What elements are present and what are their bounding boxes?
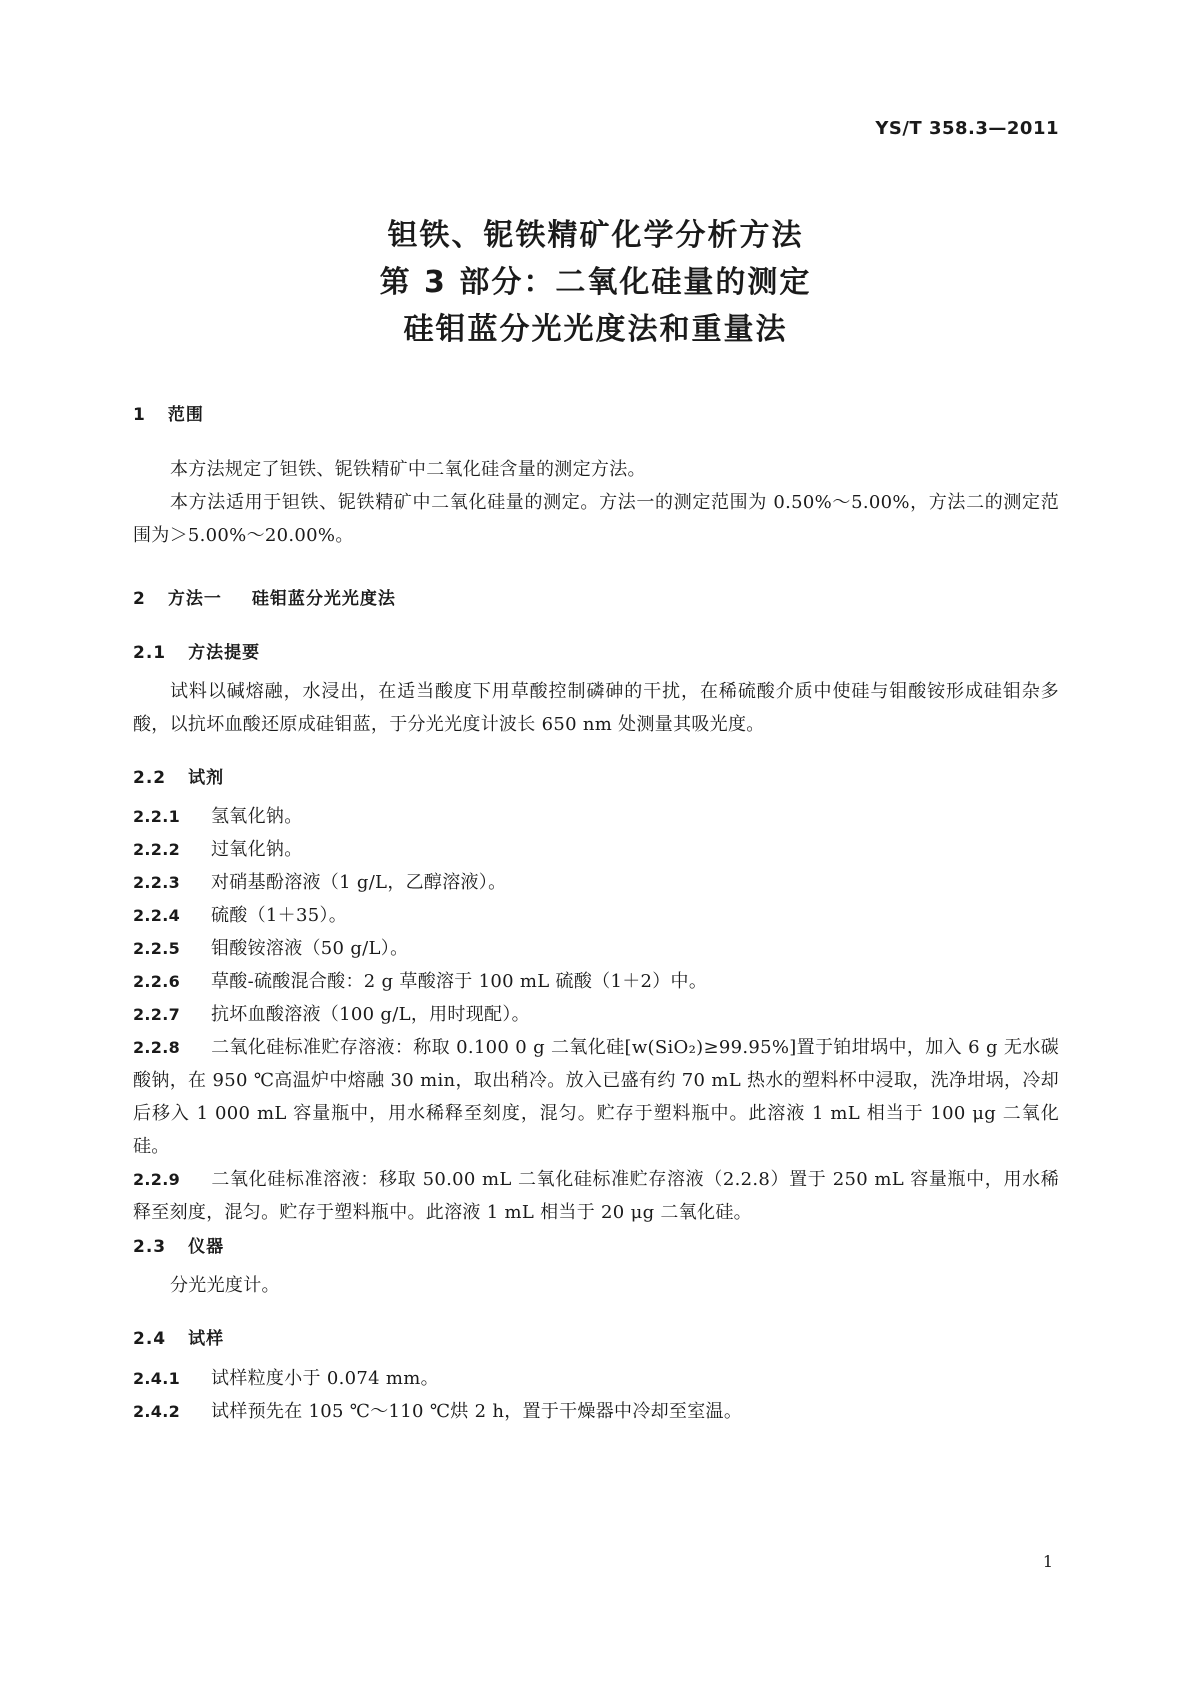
section-number: 2.2 bbox=[133, 768, 167, 788]
section-title: 试剂 bbox=[188, 768, 225, 788]
reagent-item bbox=[133, 833, 1059, 866]
section-number: 2 bbox=[133, 589, 146, 609]
section-title: 范围 bbox=[167, 405, 204, 425]
section-title: 试样 bbox=[188, 1329, 225, 1349]
item-number: 2.2.5 bbox=[133, 939, 181, 958]
item-text: 二氧化硅标准贮存溶液：称取 0.100 0 g 二氧化硅[w(SiO₂)≥99.95%]置于铂坩埚中，加入 6 g 无水碳酸钠，在 950 ℃高温炉中熔融 30 min，取出稍冷。放入已盛有约 70 mL 热水的塑料杯中浸取，洗净坩埚，冷却后移入 1 000 mL 容量瓶中，用水稀释至刻度，混匀。贮存于塑料瓶中。此溶液 1 mL 相当于 100 μg 二氧化硅。 bbox=[133, 1037, 1059, 1157]
item-text: 硫酸（1＋35）。 bbox=[211, 905, 348, 926]
section-1-heading bbox=[133, 400, 204, 425]
title-line-3: 硅钼蓝分光光度法和重量法 bbox=[403, 312, 788, 347]
reagent-item bbox=[133, 932, 1059, 965]
section-2-3-heading bbox=[133, 1232, 224, 1257]
sample-item bbox=[133, 1395, 1059, 1428]
item-number: 2.2.7 bbox=[133, 1005, 181, 1024]
reagent-item bbox=[133, 1031, 1059, 1163]
reagent-item bbox=[133, 965, 1059, 998]
reagent-item bbox=[133, 899, 1059, 932]
section-title: 仪器 bbox=[188, 1237, 225, 1257]
item-number: 2.2.2 bbox=[133, 840, 181, 859]
section-title: 方法提要 bbox=[188, 643, 261, 663]
scope-paragraph-2: 本方法适用于钽铁、铌铁精矿中二氧化硅量的测定。方法一的测定范围为 0.50%～5.00%，方法二的测定范围为＞5.00%～20.00%。 bbox=[133, 492, 1059, 546]
item-number: 2.2.9 bbox=[133, 1170, 181, 1189]
section-2-1-heading bbox=[133, 638, 260, 663]
item-text: 试样粒度小于 0.074 mm。 bbox=[211, 1368, 439, 1389]
item-number: 2.4.1 bbox=[133, 1369, 181, 1388]
sample-item bbox=[133, 1362, 1059, 1395]
item-number: 2.2.4 bbox=[133, 906, 181, 925]
reagent-item bbox=[133, 998, 1059, 1031]
scope-paragraph-1: 本方法规定了钽铁、铌铁精矿中二氧化硅含量的测定方法。 bbox=[170, 459, 646, 480]
page-number: 1 bbox=[1042, 1552, 1053, 1571]
reagent-item bbox=[133, 866, 1059, 899]
section-2-heading bbox=[133, 584, 396, 609]
item-number: 2.2.8 bbox=[133, 1038, 181, 1057]
item-text: 试样预先在 105 ℃～110 ℃烘 2 h，置于干燥器中冷却至室温。 bbox=[211, 1401, 743, 1422]
section-2-4-heading bbox=[133, 1324, 224, 1349]
principle-paragraph: 试料以碱熔融，水浸出，在适当酸度下用草酸控制磷砷的干扰，在稀硫酸介质中使硅与钼酸铵形成硅钼杂多酸，以抗坏血酸还原成硅钼蓝，于分光光度计波长 650 nm 处测量其吸光度。 bbox=[133, 681, 1059, 735]
reagent-item bbox=[133, 800, 1059, 833]
item-number: 2.4.2 bbox=[133, 1402, 181, 1421]
item-number: 2.2.1 bbox=[133, 807, 181, 826]
apparatus-paragraph: 分光光度计。 bbox=[170, 1275, 280, 1296]
reagent-item bbox=[133, 1163, 1059, 1229]
section-number: 2.1 bbox=[133, 643, 167, 663]
section-number: 1 bbox=[133, 405, 146, 425]
document-code: YS/T 358.3—2011 bbox=[875, 118, 1059, 139]
item-text: 抗坏血酸溶液（100 g/L，用时现配）。 bbox=[211, 1004, 530, 1025]
section-title-a: 方法一 bbox=[167, 589, 222, 609]
item-text: 过氧化钠。 bbox=[211, 839, 303, 860]
section-2-2-heading bbox=[133, 763, 224, 788]
item-text: 对硝基酚溶液（1 g/L，乙醇溶液）。 bbox=[211, 872, 507, 893]
item-number: 2.2.6 bbox=[133, 972, 181, 991]
section-number: 2.3 bbox=[133, 1237, 167, 1257]
item-number: 2.2.3 bbox=[133, 873, 181, 892]
item-text: 钼酸铵溶液（50 g/L）。 bbox=[211, 938, 409, 959]
item-text: 氢氧化钠。 bbox=[211, 806, 303, 827]
section-title-b: 硅钼蓝分光光度法 bbox=[251, 589, 396, 609]
title-line-2: 第 3 部分：二氧化硅量的测定 bbox=[379, 265, 812, 300]
section-number: 2.4 bbox=[133, 1329, 167, 1349]
item-text: 二氧化硅标准溶液：移取 50.00 mL 二氧化硅标准贮存溶液（2.2.8）置于 250 mL 容量瓶中，用水稀释至刻度，混匀。贮存于塑料瓶中。此溶液 1 mL 相当于 20 μg 二氧化硅。 bbox=[133, 1169, 1059, 1223]
title-line-1: 钽铁、铌铁精矿化学分析方法 bbox=[387, 218, 804, 253]
item-text: 草酸-硫酸混合酸：2 g 草酸溶于 100 mL 硫酸（1＋2）中。 bbox=[211, 971, 708, 992]
